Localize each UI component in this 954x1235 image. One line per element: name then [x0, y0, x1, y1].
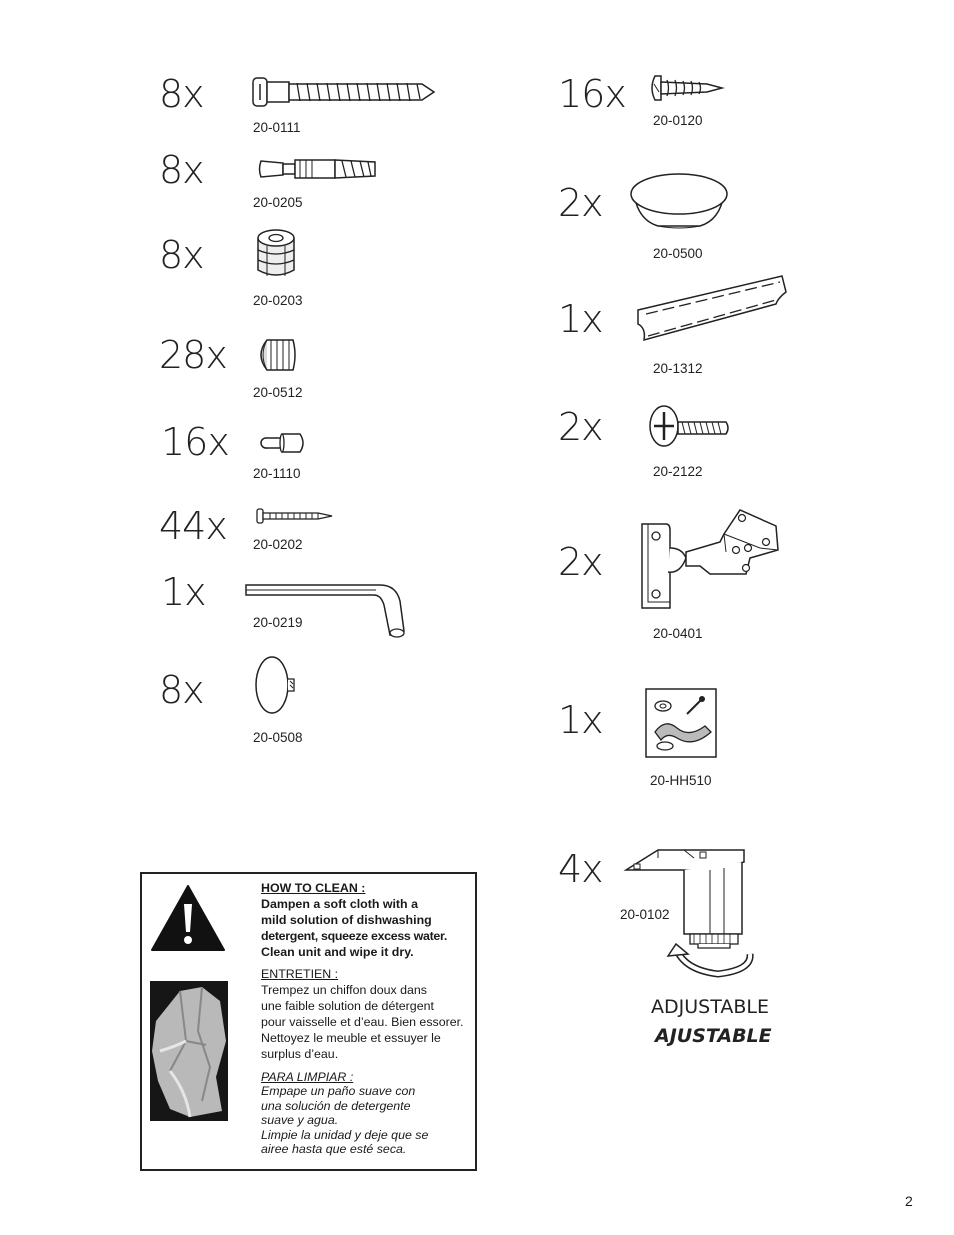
care-es-line: airee hasta que esté seca. [261, 1142, 407, 1157]
wooden-dowel-icon [255, 338, 297, 372]
care-es-line: una solución de detergente [261, 1098, 411, 1113]
care-fr-line: une faible solution de détergent [261, 999, 434, 1013]
care-fr-line: pour vaisselle et d’eau. Bien essorer. [261, 1015, 464, 1029]
care-en-line: Clean unit and wipe it dry. [261, 945, 414, 959]
qty-20-0102: 4x [558, 847, 603, 891]
code-20-1110: 20-1110 [253, 466, 301, 481]
care-fr-heading: ENTRETIEN : [261, 967, 339, 981]
cover-cap-icon [254, 654, 300, 716]
qty-20-2122: 2x [558, 405, 603, 449]
care-es-line: Limpie la unidad y deje que se [261, 1127, 429, 1142]
care-en-line: Dampen a soft cloth with a [261, 897, 418, 911]
code-20-0508: 20-0508 [253, 730, 303, 745]
qty-20-0219: 1x [161, 570, 206, 614]
adjustable-label-fr: AJUSTABLE [655, 1025, 772, 1047]
care-en-line: mild solution of dishwashing [261, 913, 432, 927]
care-es-line: suave y agua. [261, 1113, 339, 1128]
warning-icon [150, 884, 226, 952]
care-es-line: Empape un paño suave con [261, 1084, 416, 1099]
care-es-heading: PARA LIMPIAR : [261, 1070, 354, 1084]
code-20-0500: 20-0500 [653, 246, 703, 261]
shelf-pin-icon [258, 432, 308, 454]
qty-20-1110: 16x [161, 420, 229, 464]
code-20-0512: 20-0512 [253, 385, 303, 400]
care-fr-line: Nettoyez le meuble et essuyer le [261, 1031, 441, 1045]
qty-20-0205: 8x [159, 148, 204, 192]
code-20-2122: 20-2122 [653, 464, 703, 479]
connector-dowel-icon [258, 156, 380, 182]
rail-icon [636, 274, 788, 344]
cloth-image [150, 981, 228, 1121]
code-20-0219: 20-0219 [253, 615, 303, 630]
qty-20-0120: 16x [558, 72, 626, 116]
qty-20-HH510: 1x [558, 698, 603, 742]
hardware-bag-icon [645, 688, 717, 758]
code-20-1312: 20-1312 [653, 361, 703, 376]
qty-20-0203: 8x [159, 233, 204, 277]
hinge-icon [640, 502, 782, 612]
qty-20-0512: 28x [159, 333, 227, 377]
code-20-0102: 20-0102 [620, 907, 670, 922]
code-20-0120: 20-0120 [653, 113, 703, 128]
cam-lock-icon [254, 228, 300, 280]
code-20-0205: 20-0205 [253, 195, 303, 210]
qty-20-0111: 8x [159, 72, 204, 116]
nail-icon [256, 508, 334, 524]
barrel-bolt-icon [252, 74, 437, 110]
wood-screw-icon [649, 74, 724, 102]
allen-key-icon [244, 583, 408, 641]
code-20-0401: 20-0401 [653, 626, 703, 641]
qty-20-0202: 44x [159, 504, 227, 548]
care-fr-line: Trempez un chiffon doux dans [261, 983, 427, 997]
care-en-line: detergent, squeeze excess water. [261, 929, 447, 943]
care-fr-line: surplus d’eau. [261, 1047, 339, 1061]
code-20-0203: 20-0203 [253, 293, 303, 308]
qty-20-0500: 2x [558, 181, 603, 225]
bumper-pad-icon [628, 172, 730, 232]
code-20-HH510: 20-HH510 [650, 773, 712, 788]
qty-20-0401: 2x [558, 540, 603, 584]
cleaning-instructions-box [140, 872, 477, 1171]
code-20-0202: 20-0202 [253, 537, 303, 552]
qty-20-1312: 1x [558, 297, 603, 341]
machine-screw-icon [648, 404, 732, 448]
page-number: 2 [905, 1193, 913, 1209]
care-en-heading: HOW TO CLEAN : [261, 881, 366, 895]
code-20-0111: 20-0111 [253, 120, 301, 135]
qty-20-0508: 8x [159, 668, 204, 712]
adjustable-label-en: ADJUSTABLE [651, 996, 769, 1018]
